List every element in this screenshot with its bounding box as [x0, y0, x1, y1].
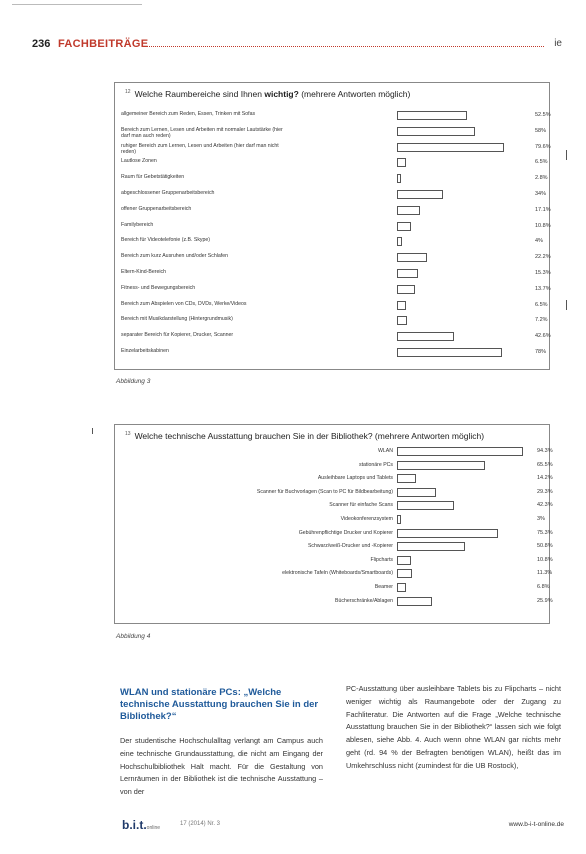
row-value: 52.5%: [535, 112, 551, 118]
row-value: 2.8%: [535, 175, 548, 182]
row-label: offener Gruppenarbeitsbereich: [121, 205, 192, 212]
article-heading: WLAN und stationäre PCs: „Welche technische Ausstattung brauchen Sie in der Bibliothek?“: [120, 687, 319, 722]
row-label: WLAN: [378, 448, 393, 454]
row-value: 94.3%: [537, 448, 553, 454]
row-value: 6.5%: [535, 159, 548, 166]
figure-4-title: $^{13}$ Welche technische Ausstattung brauchen Sie in der Bibliothek? (mehrere Antworten möglich): [125, 431, 485, 441]
row-label: Videokonferenzsystem: [340, 516, 393, 522]
row-label: Ausleihbare Laptops und Tablets: [317, 475, 393, 482]
footer-url[interactable]: www.b-i-t-online.de: [508, 821, 564, 828]
row-value: 10.8%: [537, 556, 553, 563]
row-bar: [397, 447, 523, 456]
row-label: Schwarz/weiß-Drucker und -Kopierer: [307, 543, 393, 550]
row-label: abgeschlossener Gruppenarbeitsbereich: [121, 190, 215, 196]
row-value: 25.9%: [537, 597, 553, 604]
row-bar: [397, 474, 416, 483]
row-value: 29.3%: [537, 488, 553, 495]
row-bar: [397, 237, 402, 246]
row-label: Einzelarbeitskabinen: [121, 348, 169, 354]
row-value: 6.8%: [537, 584, 550, 590]
row-label: Flipcharts: [370, 556, 393, 563]
section-title: FACHBEITRÄGE: [58, 38, 149, 50]
margin-mark: [566, 300, 567, 310]
row-bar: [397, 222, 411, 231]
row-value: 7.2%: [535, 317, 548, 324]
row-value: 22.2%: [535, 254, 551, 261]
row-value: 10.8%: [535, 222, 551, 229]
row-value: 65.5%: [537, 461, 553, 468]
row-label: Bereich für Videotelefonie (z.B. Skype): [121, 237, 211, 244]
row-bar: [397, 569, 412, 578]
footer-logo: b.i.t.online: [122, 818, 161, 832]
page-number: 236: [32, 38, 51, 50]
row-bar: [397, 583, 406, 592]
figure-3-title: $^{12}$ Welche Raumbereiche sind Ihnen wichtig? (mehrere Antworten möglich): [125, 89, 411, 99]
row-label: Beamer: [374, 584, 393, 590]
row-value: 42.6%: [535, 333, 551, 340]
row-label: ruhiger Bereich zum Lernen, Lesen und Arbeiten (hier darf man nicht reden): [121, 142, 279, 155]
row-label: Bereich zum Lernen, Lesen und Arbeiten mit normaler Lautstärke (hier darf man auch reden): [121, 126, 283, 139]
row-value: 17.1%: [535, 206, 551, 213]
row-value: 42.3%: [537, 502, 553, 509]
row-value: 13.7%: [535, 285, 551, 292]
row-bar: [397, 269, 418, 278]
row-label: Bereich zum Abspielen von CDs, DVDs, Werke/Videos: [121, 300, 247, 307]
row-bar: [397, 301, 406, 310]
figure-4-box: [114, 424, 553, 624]
row-value: 14.2%: [537, 475, 553, 482]
figure-4-caption: Abbildung 4: [116, 633, 151, 640]
row-label: stationäre PCs: [358, 461, 393, 468]
row-bar: [397, 316, 407, 325]
top-rule: [12, 4, 142, 5]
row-bar: [397, 111, 467, 120]
row-label: Raum für Gebetstätigkeiten: [121, 174, 185, 181]
margin-mark: [92, 428, 93, 434]
row-value: 34%: [535, 191, 547, 197]
row-bar: [397, 597, 432, 606]
article-column-1: Der studentische Hochschulalltag verlangt am Campus auch eine technische Grundausstattung, die nicht am Eingang der Hochschulbibliothek Halt macht. Für die Gestaltung von Lernräumen in der Bibliothek ist die technische Ausstattung – von der: [120, 736, 323, 797]
figure-3-box: [114, 82, 550, 370]
article-column-2: PC-Ausstattung über ausleihbare Tablets bis zu Flipcharts – nicht weniger wichtig als Raumangebote oder der Zugang zu Fachliteratur. Die Antworten auf die Frage „Welche technische Ausstattung brauchen Sie in der Bibliothek?“ lassen sich wie folgt ablesen, siehe Abb. 4. Auch wenn ohne WLAN gar nichts mehr geht (rd. 94 % der Befragten benötigen WLAN), heißt das im Umkehrschluss nicht (zumindest für die UB Rostock),: [346, 684, 561, 770]
row-value: 11.3%: [537, 570, 553, 577]
row-value: 50.8%: [537, 543, 553, 550]
row-bar: [397, 542, 465, 551]
row-label: Fitness- und Bewegungsbereich: [121, 284, 196, 291]
row-bar: [397, 174, 401, 183]
row-label: Bücherschränke/Ablagen: [335, 597, 393, 604]
row-value: 79.6%: [535, 143, 551, 150]
row-bar: [397, 556, 411, 565]
row-value: 78%: [535, 349, 547, 355]
margin-mark: [566, 150, 567, 160]
row-label: Scanner für einfache Scans: [329, 502, 393, 509]
row-label: Familybereich: [121, 221, 154, 228]
row-label: Scanner für Buchvorlagen (Scan to PC für Bildbearbeitung): [256, 488, 393, 495]
row-label: Bereich mit Musikdarstellung (Hintergrundmusik): [121, 316, 233, 323]
row-bar: [397, 158, 406, 167]
row-label: elektronische Tafeln (Whiteboards/Smartboards): [282, 570, 393, 577]
row-bar: [397, 461, 485, 470]
figure-3-number: 12: [125, 89, 131, 96]
figure-3-caption: Abbildung 3: [116, 378, 151, 385]
row-value: 58%: [535, 127, 547, 134]
row-bar: [397, 488, 436, 497]
row-bar: [397, 253, 427, 262]
row-bar: [397, 285, 415, 294]
figure-4-number: 13: [125, 431, 131, 438]
page-header: [32, 38, 562, 52]
footer-issue: 17 (2014) Nr. 3: [180, 821, 221, 827]
row-label: allgemeiner Bereich zum Reden, Essen, Trinken mit Sofas: [121, 111, 256, 117]
row-value: 3%: [537, 516, 545, 522]
row-label: separater Bereich für Kopierer, Drucker, Scanner: [121, 332, 234, 339]
row-label: Gebührenpflichtige Drucker und Kopierer: [298, 529, 393, 536]
row-bar: [397, 127, 475, 136]
row-label: Bereich zum kurz Ausruhen und/oder Schlafen: [121, 253, 228, 260]
row-value: 15.3%: [535, 270, 551, 276]
header-rule: [144, 46, 544, 47]
row-bar: [397, 529, 498, 538]
row-bar: [397, 501, 454, 510]
row-label: Eltern-Kind-Bereich: [121, 269, 166, 275]
row-bar: [397, 190, 443, 199]
row-bar: [397, 206, 420, 215]
row-value: 75.3%: [537, 529, 553, 536]
row-bar: [397, 332, 454, 341]
row-bar: [397, 143, 504, 152]
row-bar: [397, 348, 502, 357]
header-right-mark: ie: [554, 38, 562, 49]
row-value: 4%: [535, 238, 543, 245]
row-bar: [397, 515, 401, 524]
row-value: 6.5%: [535, 301, 548, 308]
row-label: Lautlose Zonen: [121, 158, 157, 165]
